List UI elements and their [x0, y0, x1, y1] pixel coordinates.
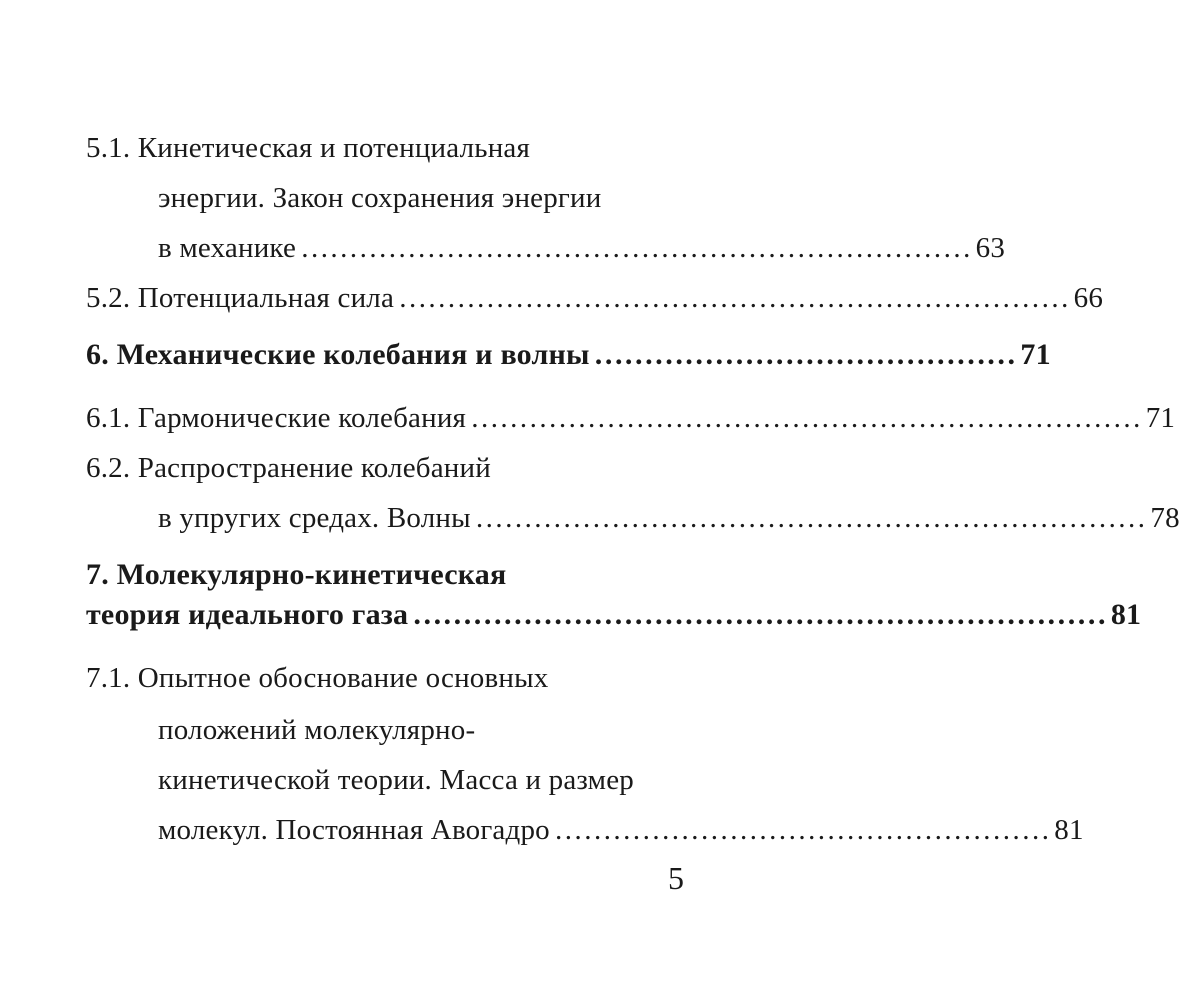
toc-entry-7-1-page: 81	[1054, 814, 1084, 846]
leader-dots: ……………………………………	[593, 338, 1017, 371]
toc-entry-7-1-line-2: положений молекулярно-	[158, 714, 476, 746]
toc-entry-5-2	[86, 280, 1104, 316]
toc-chapter-6-title: 6. Механические колебания и волны	[86, 338, 590, 371]
leader-dots: ……………………………………………………………	[412, 598, 1107, 631]
toc-entry-5-1-line-2: энергии. Закон сохранения энергии	[158, 182, 602, 214]
toc-entry-6-2-page: 78	[1150, 502, 1180, 534]
toc-entry-6-1-page: 71	[1145, 402, 1176, 434]
toc-chapter-7-page: 81	[1110, 598, 1142, 631]
page-number: 5	[668, 860, 684, 896]
toc-entry-5-1-line-1: 5.1. Кинетическая и потенциальная	[86, 132, 531, 164]
leader-dots: ……………………………………………………………	[398, 282, 1070, 314]
toc-entry-6-1-title: 6.1. Гармонические колебания	[86, 402, 467, 434]
toc-entry-6-1	[86, 400, 1176, 436]
toc-chapter-6	[86, 337, 1051, 373]
toc-chapter-6-page: 71	[1020, 338, 1051, 371]
toc-entry-5-1-line-3	[158, 230, 1006, 266]
leader-dots: ……………………………………………	[553, 814, 1051, 846]
toc-entry-5-1-title-end: в механике	[158, 232, 297, 264]
leader-dots: ……………………………………………………………	[474, 502, 1147, 534]
toc-entry-5-1-page: 63	[975, 232, 1006, 264]
toc-chapter-7-line-2	[86, 597, 1142, 633]
toc-entry-6-2-line-1: 6.2. Распространение колебаний	[86, 452, 491, 484]
toc-entry-5-2-page: 66	[1073, 282, 1104, 314]
toc-entry-7-1-line-4	[158, 812, 1084, 848]
toc-entry-6-2-line-2	[158, 500, 1180, 536]
toc-entry-7-1-line-3: кинетической теории. Масса и размер	[158, 764, 634, 796]
toc-entry-6-2-title-end: в упругих средах. Волны	[158, 502, 471, 534]
toc-chapter-7-title-end: теория идеального газа	[86, 598, 409, 631]
leader-dots: ……………………………………………………………	[300, 232, 972, 264]
toc-entry-7-1-title-end: молекул. Постоянная Авогадро	[158, 814, 550, 846]
leader-dots: ……………………………………………………………	[470, 402, 1142, 434]
toc-entry-7-1-line-1: 7.1. Опытное обоснование основных	[86, 662, 549, 694]
toc-chapter-7-line-1: 7. Молекулярно-кинетическая	[86, 558, 507, 591]
toc-entry-5-2-title: 5.2. Потенциальная сила	[86, 282, 395, 314]
